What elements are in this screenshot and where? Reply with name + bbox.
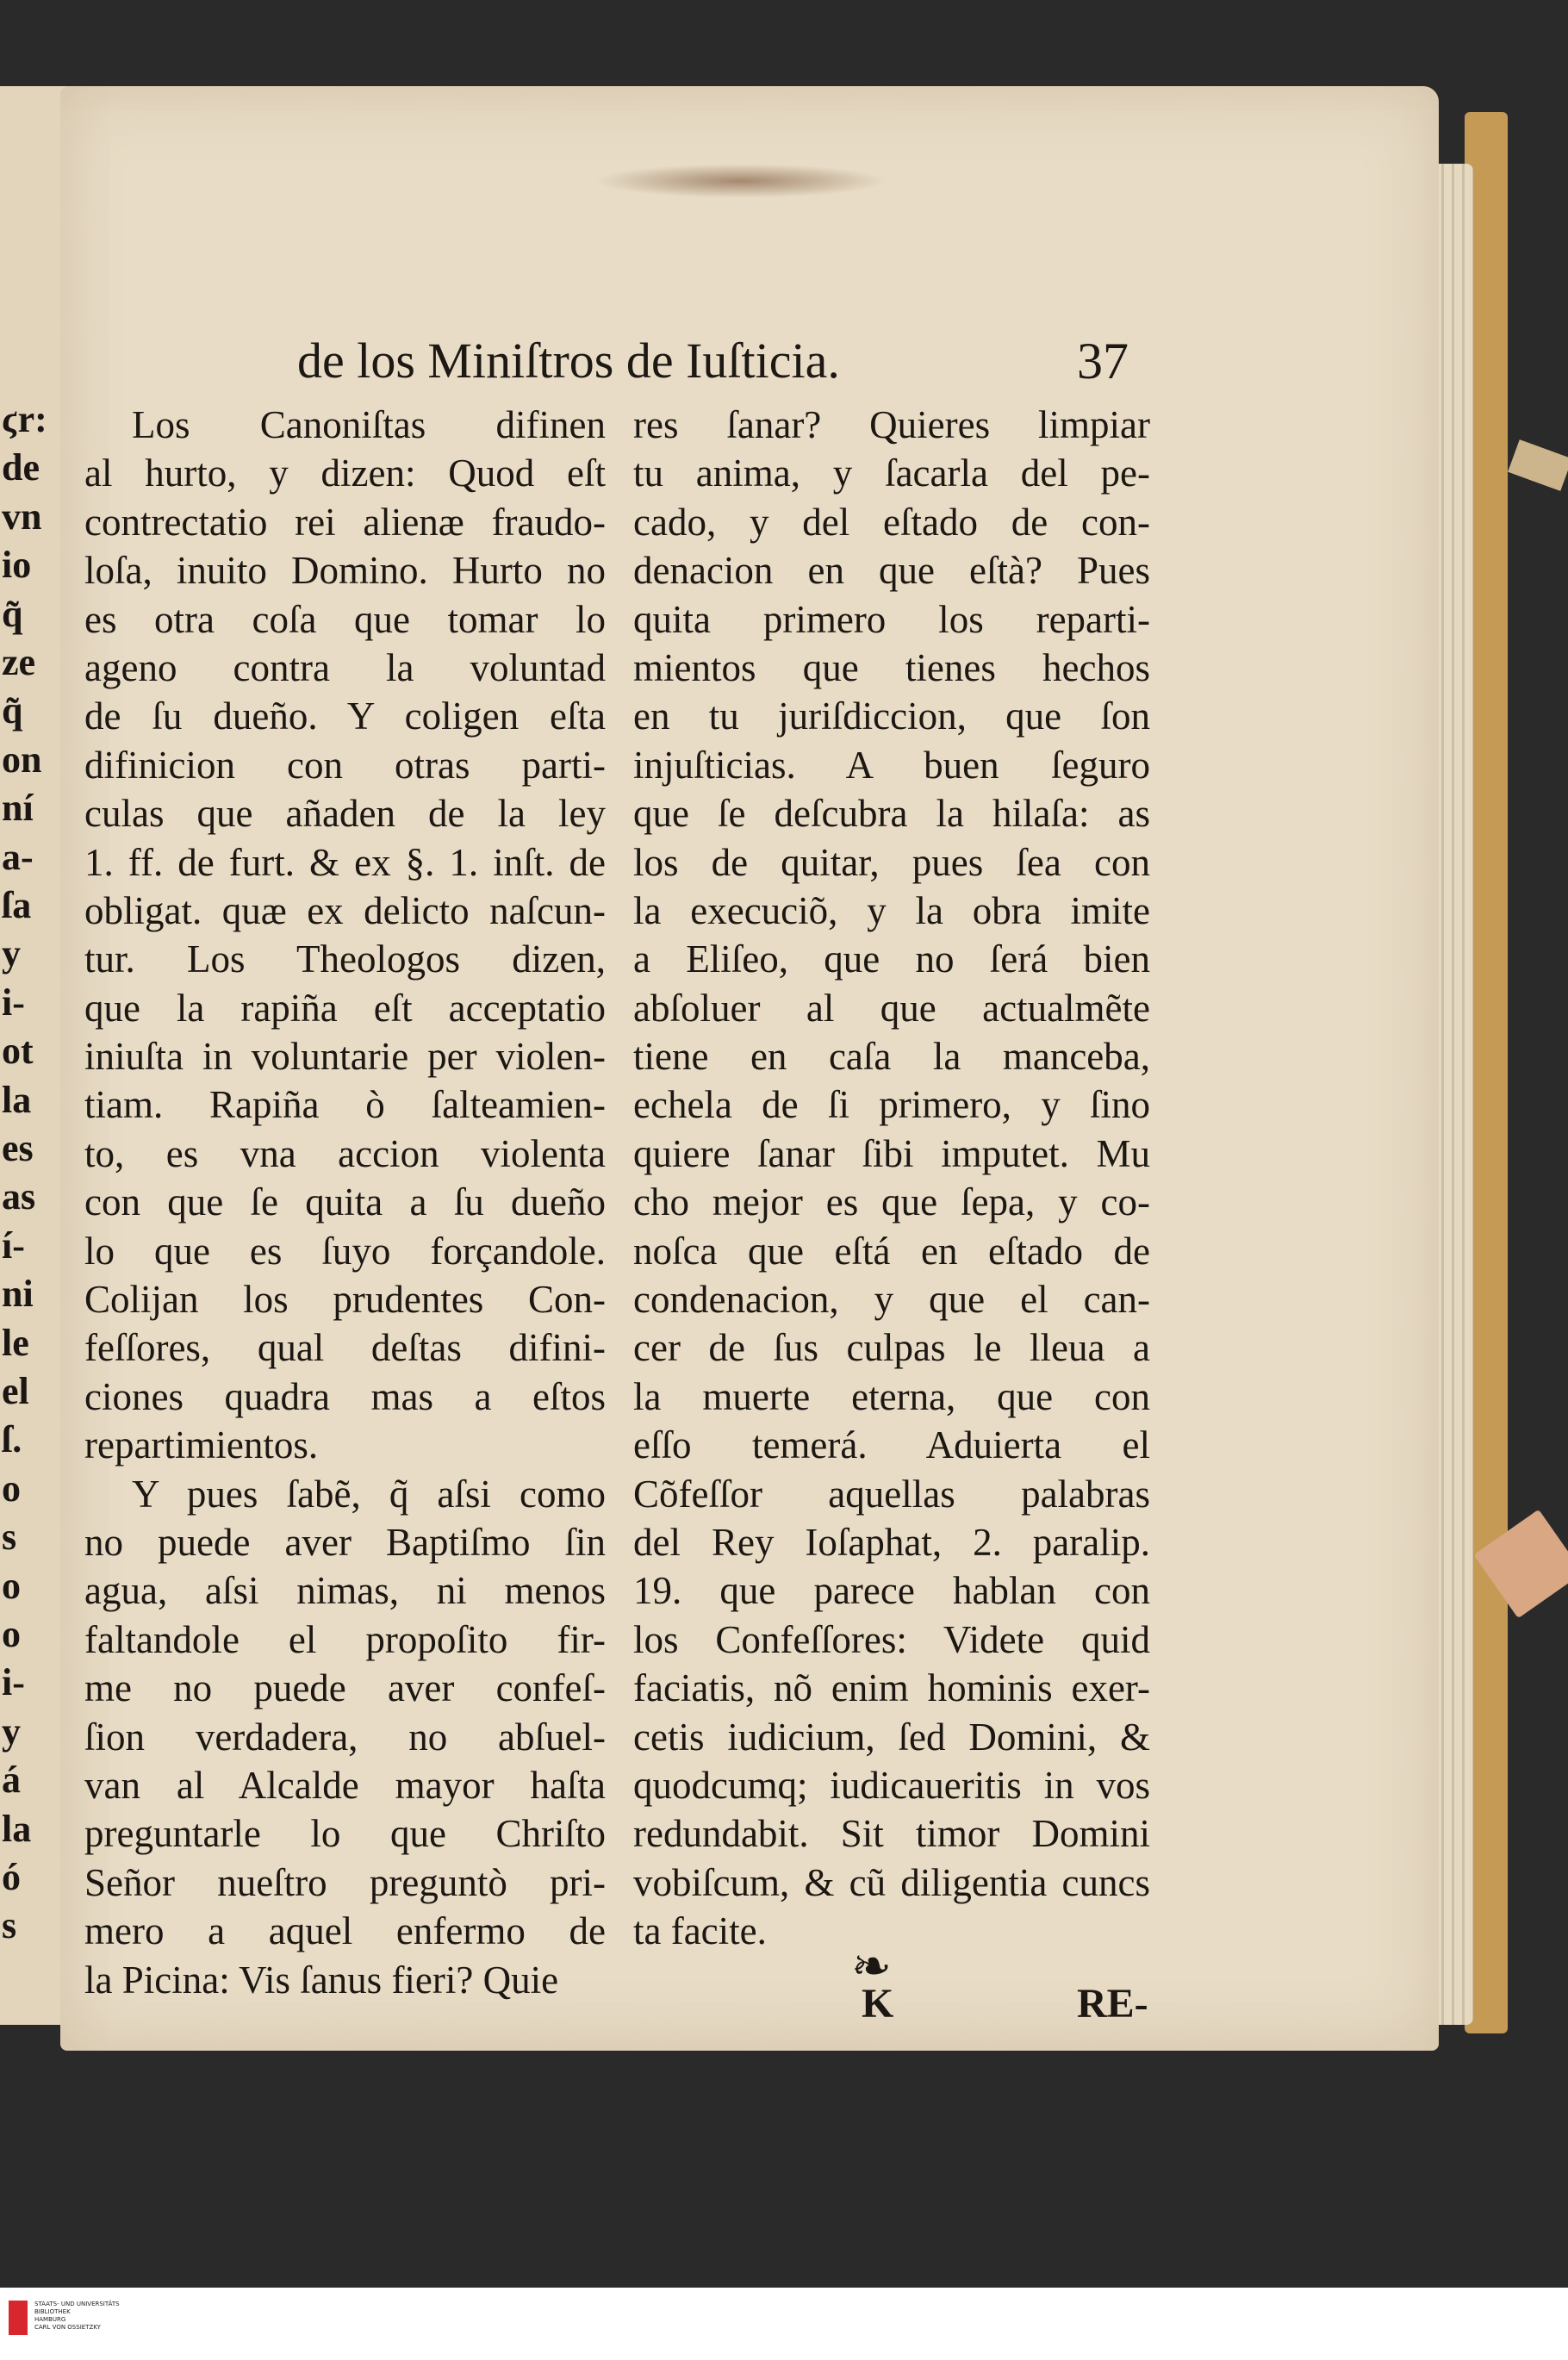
text-line: feſſores, qual deſtas difini- <box>84 1326 606 1370</box>
text-line: tur. Los Theologos dizen, <box>84 937 606 981</box>
text-line: res ſanar? Quieres limpiar <box>633 403 1150 446</box>
text-line: faciatis, nõ enim hominis exer- <box>633 1666 1150 1710</box>
text-line: noſca que eſtá en eſtado de <box>633 1229 1150 1273</box>
text-line: echela de ſi primero, y ſino <box>633 1083 1150 1127</box>
facing-page-line: q̃ <box>2 592 23 635</box>
text-line: abſoluer al que actualmẽte <box>633 986 1150 1030</box>
text-line: en tu juriſdiccion, que ſon <box>633 694 1150 738</box>
library-logo-mark <box>9 2301 28 2335</box>
text-line: la Picina: Vis ſanus fieri? Quie <box>84 1958 559 2002</box>
text-line: no puede aver Baptiſmo ſin <box>84 1520 606 1564</box>
text-line: preguntarle lo que Chriſto <box>84 1812 606 1856</box>
text-line: condenacion, y que el can- <box>633 1278 1150 1322</box>
text-line: los de quitar, pues ſea con <box>633 840 1150 884</box>
facing-page-line: vn <box>2 495 42 538</box>
facing-page-line: le <box>2 1321 29 1364</box>
library-stamp-line: BIBLIOTHEK <box>34 2308 71 2315</box>
facing-page-line: í- <box>2 1224 25 1267</box>
text-line: mero a aquel enfermo de <box>84 1909 606 1953</box>
text-line: tiene en caſa la manceba, <box>633 1035 1150 1079</box>
text-line: vobiſcum, & cũ diligentia cuncs <box>633 1860 1150 1904</box>
text-line: ciones quadra mas a eſtos <box>84 1374 606 1418</box>
facing-page-line: y <box>2 932 21 975</box>
text-line: lo que es ſuyo forçandole. <box>84 1229 606 1273</box>
text-line: obligat. quæ ex delicto naſcun- <box>84 888 606 932</box>
page-stain <box>594 164 887 198</box>
facing-page-line: de <box>2 446 40 489</box>
text-line: me no puede aver confeſ- <box>84 1666 606 1710</box>
text-line: Señor nueſtro preguntò pri- <box>84 1860 606 1904</box>
text-line: la execuciõ, y la obra imite <box>633 888 1150 932</box>
text-line: to, es vna accion violenta <box>84 1131 606 1175</box>
text-line: quita primero los reparti- <box>633 597 1150 641</box>
text-line: van al Alcalde mayor haſta <box>84 1763 606 1807</box>
facing-page-line: as <box>2 1175 36 1218</box>
text-line: quodcumq; iudicaueritis in vos <box>633 1763 1150 1807</box>
text-line: es otra coſa que tomar lo <box>84 597 606 641</box>
facing-page-line: la <box>2 1807 32 1850</box>
facing-page-line: ní <box>2 787 34 830</box>
text-line: repartimientos. <box>84 1423 319 1467</box>
text-line: cetis iudicium, ſed Domini, & <box>633 1715 1150 1759</box>
text-line: cho mejor es que ſepa, y co- <box>633 1180 1150 1224</box>
facing-page-line: s <box>2 1904 17 1947</box>
facing-page-line: s <box>2 1516 17 1559</box>
text-line: Y pues ſabẽ, q̃ aſsi como <box>132 1472 606 1516</box>
text-line: iniuſta in voluntarie per violen- <box>84 1035 606 1079</box>
text-column-left <box>84 401 606 2004</box>
facing-page-line: es <box>2 1127 34 1169</box>
text-line: de ſu dueño. Y coligen eſta <box>84 694 606 738</box>
library-stamp-line: HAMBURG <box>34 2316 66 2323</box>
library-stamp-line: STAATS- UND UNIVERSITÄTS <box>34 2301 120 2307</box>
facing-page-line: y <box>2 1709 21 1753</box>
text-line: con que ſe quita a ſu dueño <box>84 1180 606 1224</box>
text-line: del Rey Ioſaphat, 2. paralip. <box>633 1520 1150 1564</box>
fleuron-ornament: ❧ <box>851 1940 892 1994</box>
facing-page-line: el <box>2 1370 29 1412</box>
facing-page-line: o <box>2 1466 21 1510</box>
text-line: mientos que tienes hechos <box>633 645 1150 689</box>
facing-page-line: a- <box>2 835 34 878</box>
page-number: 37 <box>1077 333 1129 389</box>
facing-page-line: ot <box>2 1030 34 1073</box>
text-line: Cõfeſſor aquellas palabras <box>633 1472 1150 1516</box>
text-line: eſſo temerá. Aduierta el <box>633 1423 1150 1467</box>
text-line: loſa, inuito Domino. Hurto no <box>84 549 606 593</box>
text-line: ta facite. <box>633 1909 767 1953</box>
facing-page-line: i- <box>2 1661 25 1704</box>
text-line: la muerte eterna, que con <box>633 1374 1150 1418</box>
facing-page-line: ϛr: <box>2 398 47 440</box>
text-line: 19. que parece hablan con <box>633 1569 1150 1613</box>
text-line: difinicion con otras parti- <box>84 743 606 787</box>
text-line: tu anima, y ſacarla del pe- <box>633 451 1150 495</box>
facing-page-line: ſa <box>2 884 32 926</box>
text-line: culas que añaden de la ley <box>84 792 606 836</box>
text-column-right <box>633 401 1150 1956</box>
text-line: tiam. Rapiña ò ſalteamien- <box>84 1083 606 1127</box>
text-line: 1. ff. de furt. & ex §. 1. inſt. de <box>84 840 606 884</box>
text-line: a Eliſeo, que no ſerá bien <box>633 937 1150 981</box>
text-line: cado, y del eſtado de con- <box>633 500 1150 544</box>
running-title: de los Miniſtros de Iuſticia. <box>297 333 840 389</box>
facing-page-line: io <box>2 544 32 587</box>
facing-page-line: la <box>2 1078 32 1121</box>
facing-page-line: ni <box>2 1273 34 1316</box>
text-line: denacion en que eſtà? Pues <box>633 549 1150 593</box>
text-line: Los Canoniſtas difinen <box>132 403 606 446</box>
text-line: contrectatio rei alienæ fraudo- <box>84 500 606 544</box>
signature-mark: K <box>862 1981 894 2027</box>
text-line: ſion verdadera, no abſuel- <box>84 1715 606 1759</box>
library-stamp-line: CARL VON OSSIETZKY <box>34 2324 101 2331</box>
facing-page-line: á <box>2 1759 21 1802</box>
text-line: injuſticias. A buen ſeguro <box>633 743 1150 787</box>
text-line: faltandole el propoſito fir- <box>84 1617 606 1661</box>
text-line: que ſe deſcubra la hilaſa: as <box>633 792 1150 836</box>
facing-page-line: o <box>2 1613 21 1655</box>
text-line: redundabit. Sit timor Domini <box>633 1812 1150 1856</box>
text-line: los Confeſſores: Videte quid <box>633 1617 1150 1661</box>
text-line: Colijan los prudentes Con- <box>84 1278 606 1322</box>
facing-page-line: q̃ <box>2 689 23 732</box>
text-line: ageno contra la voluntad <box>84 645 606 689</box>
facing-page-line: ze <box>2 641 36 683</box>
facing-page-line: ſ. <box>2 1418 22 1461</box>
text-line: agua, aſsi nimas, ni menos <box>84 1569 606 1613</box>
text-line: cer de ſus culpas le lleua a <box>633 1326 1150 1370</box>
text-line: que la rapiña eſt acceptatio <box>84 986 606 1030</box>
facing-page-fragment <box>0 86 70 2025</box>
text-line: al hurto, y dizen: Quod eſt <box>84 451 606 495</box>
facing-page-line: ó <box>2 1856 21 1898</box>
facing-page-line: on <box>2 738 42 781</box>
facing-page-line: i- <box>2 981 25 1024</box>
text-line: quiere ſanar ſibi imputet. Mu <box>633 1131 1150 1175</box>
facing-page-line: o <box>2 1564 21 1607</box>
catchword: RE- <box>1077 1981 1148 2027</box>
